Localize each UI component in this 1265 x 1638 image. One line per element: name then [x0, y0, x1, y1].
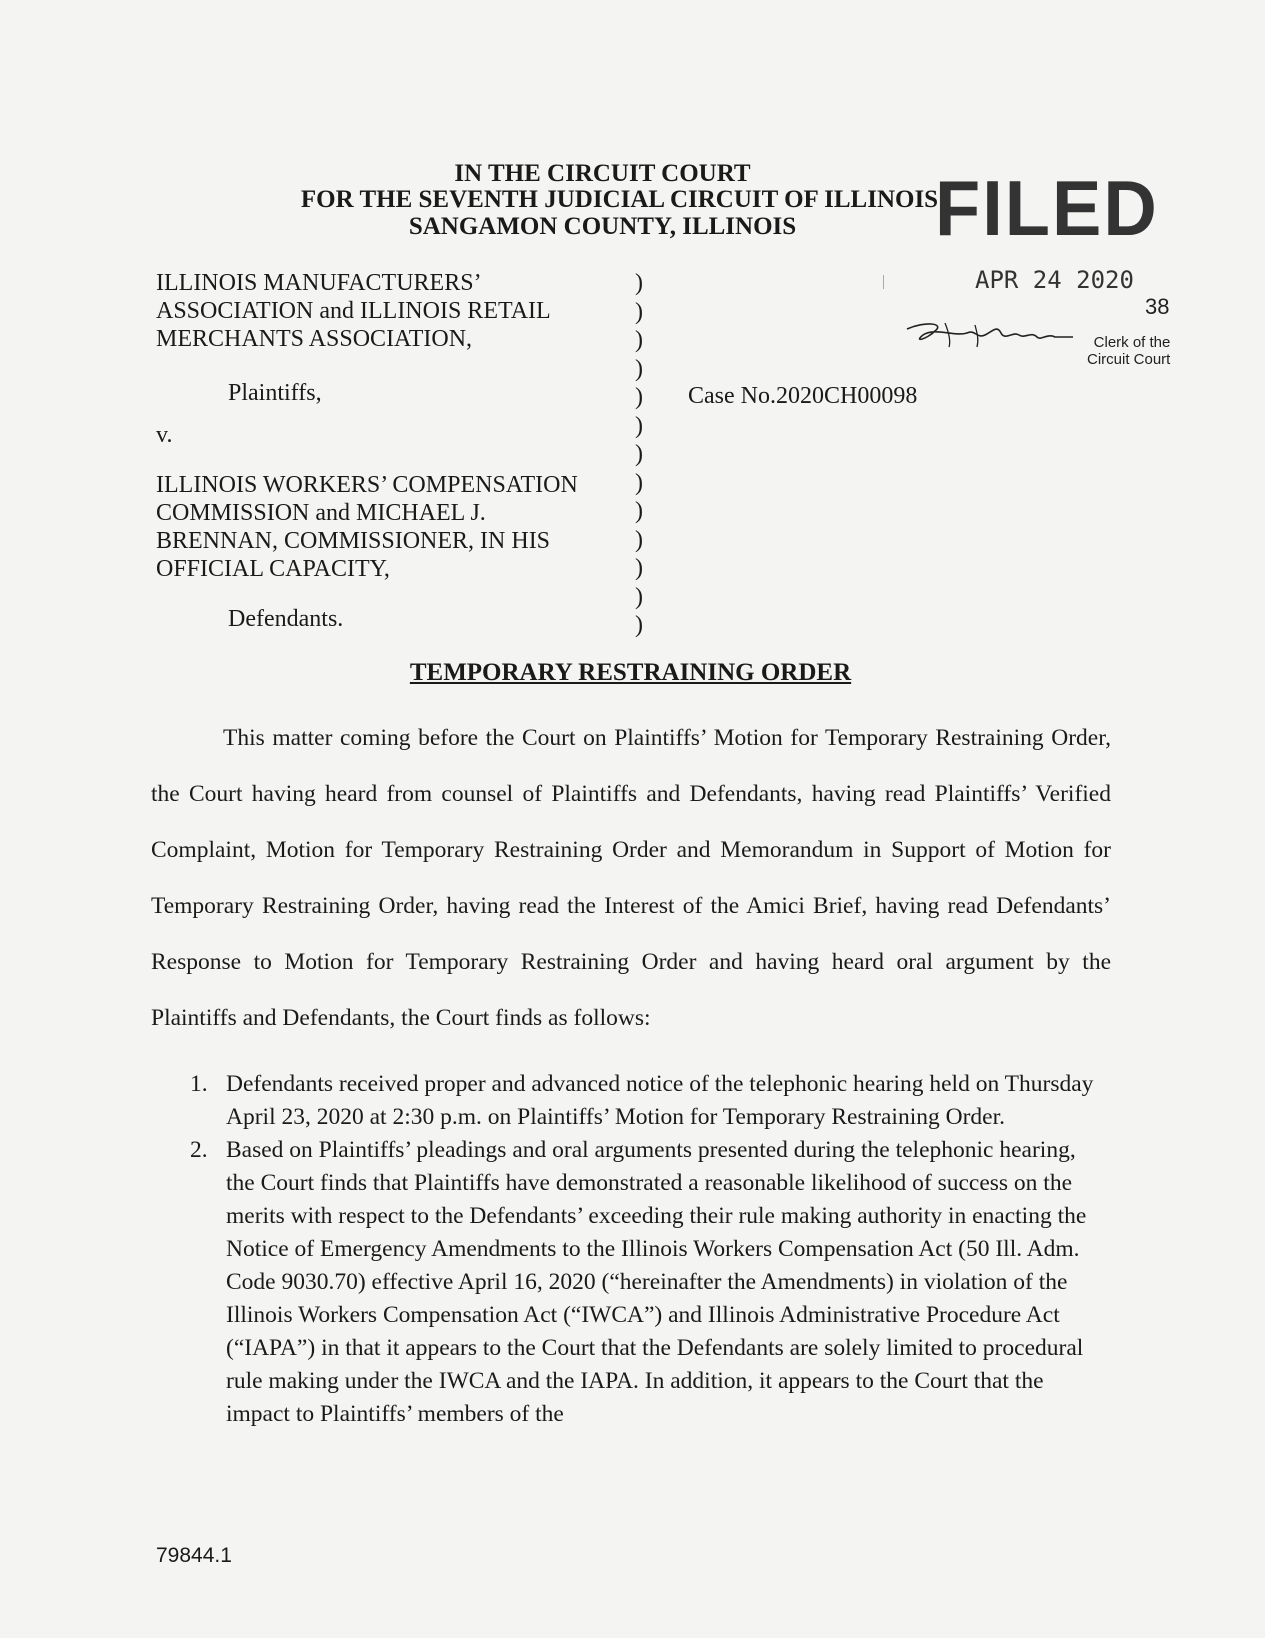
document-id: 79844.1: [156, 1544, 232, 1567]
finding-text: Based on Plaintiffs’ pleadings and oral arguments presented during the telephonic hearing, the Court finds that Plaintiffs have demonstrated a reasonable likelihood of success on the merits with respect to the Defendants’ exceeding their rule making authority in enacting the Notice of Emergency Amendments to the Illinois Workers Compensation Act (50 Ill. Adm. Code 9030.70) effective April 16, 2020 (“hereinafter the Amendments) in violation of the Illinois Workers Compensation Act (“IWCA”) and Illinois Administrative Procedure Act (“IAPA”) in that it appears to the Court that the Defendants are solely limited to procedural rule making under the IWCA and the IAPA. In addition, it appears to the Court that the impact to Plaintiffs’ members of the: [226, 1137, 1087, 1427]
court-heading-line-3: SANGAMON COUNTY, ILLINOIS: [408, 213, 797, 240]
caption-parentheses: ) ) ) ) ) ) ) ) ) ) ) ) ): [635, 270, 643, 638]
clerk-label-line-1: Clerk of the: [1093, 334, 1171, 351]
intro-paragraph-text: This matter coming before the Court on Plaintiffs’ Motion for Temporary Restraining Order, the Court having heard from counsel of Plaintiffs and Defendants, having read Plaintiffs’ Verified Complaint, Motion for Temporary Restraining Order and Memorandum in Support of Motion for Temporary Restraining Order, having read the Interest of the Amici Brief, having read Defendants’ Response to Motion for Temporary Restraining Order and having heard oral argument by the Plaintiffs and Defendants, the Court finds as follows:: [151, 725, 1111, 1031]
findings-list: [180, 1068, 1110, 1431]
document-title-text: TEMPORARY RESTRAINING ORDER: [409, 659, 852, 686]
filed-date: APR 24 2020: [975, 266, 1134, 294]
list-item: [180, 1134, 1110, 1431]
case-caption: [156, 269, 616, 633]
defendant-name-line: ILLINOIS WORKERS’ COMPENSATION: [156, 472, 578, 498]
court-heading-line-2: FOR THE SEVENTH JUDICIAL CIRCUIT OF ILLINOIS: [300, 186, 939, 213]
clerk-stamp-label: [1087, 334, 1170, 368]
clerk-signature: [905, 317, 1075, 353]
defendant-name-line: OFFICIAL CAPACITY,: [156, 556, 390, 582]
list-item: [180, 1068, 1110, 1134]
plaintiff-name-line: MERCHANTS ASSOCIATION,: [156, 326, 473, 352]
case-number: Case No.2020CH00098: [688, 383, 918, 409]
court-heading-line-1: IN THE CIRCUIT COURT: [454, 160, 751, 187]
plaintiffs-role: Plaintiffs,: [228, 380, 322, 406]
plaintiff-name-line: ILLINOIS MANUFACTURERS’: [156, 270, 482, 296]
defendant-name-line: COMMISSION and MICHAEL J.: [156, 500, 486, 526]
plaintiff-name-line: ASSOCIATION and ILLINOIS RETAIL: [156, 298, 551, 324]
stamp-mark: [883, 275, 884, 289]
versus-label: v.: [156, 422, 173, 448]
defendants-role: Defendants.: [228, 606, 344, 632]
filed-number: 38: [1145, 294, 1170, 319]
finding-text: Defendants received proper and advanced notice of the telephonic hearing held on Thursday April 23, 2020 at 2:30 p.m. on Plaintiffs’ Motion for Temporary Restraining Order.: [226, 1071, 1094, 1130]
document-title: [0, 659, 1265, 687]
intro-paragraph: [151, 710, 1111, 1046]
clerk-label-line-2: Circuit Court: [1087, 351, 1171, 368]
filed-stamp: FILED: [935, 164, 1159, 253]
defendant-name-line: BRENNAN, COMMISSIONER, IN HIS: [156, 528, 551, 554]
finding-number: 1.: [190, 1071, 208, 1097]
finding-number: 2.: [190, 1137, 208, 1163]
